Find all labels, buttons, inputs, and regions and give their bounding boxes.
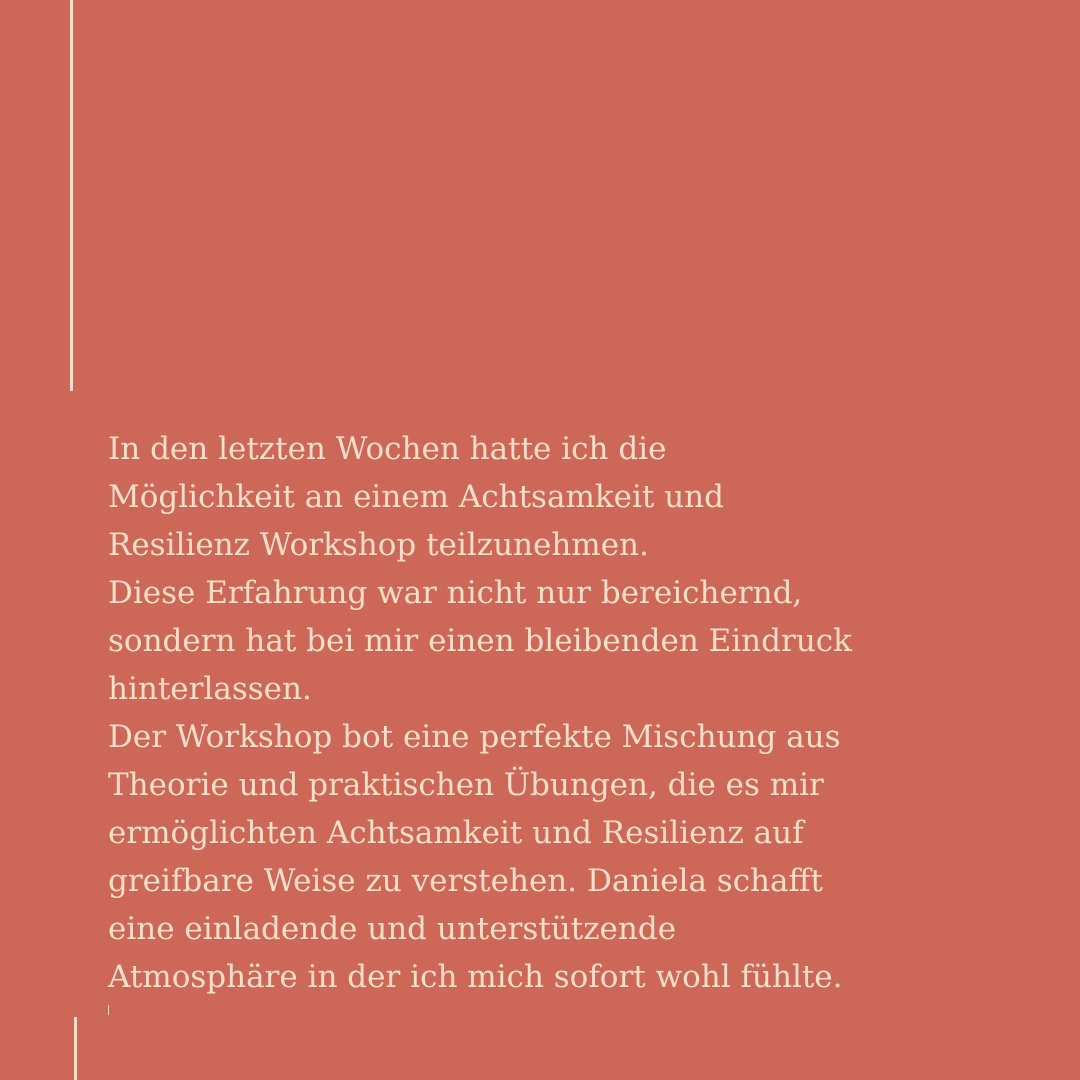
testimonial-line: greifbare Weise zu verstehen. Daniela schafft [108, 863, 823, 899]
testimonial-line: In den letzten Wochen hatte ich die [108, 431, 667, 467]
decorative-tick [108, 1005, 109, 1015]
testimonial-line: sondern hat bei mir einen bleibenden Eindruck [108, 623, 852, 659]
testimonial-line: Der Workshop bot eine perfekte Mischung aus [108, 719, 841, 755]
testimonial-line: Diese Erfahrung war nicht nur bereichernd, [108, 575, 803, 611]
decorative-line-top [70, 0, 73, 391]
testimonial-line: Atmosphäre in der ich mich sofort wohl fühlte. [108, 959, 843, 995]
testimonial-line: Resilienz Workshop teilzunehmen. [108, 527, 649, 563]
testimonial-text [108, 425, 1028, 1001]
testimonial-line: Theorie und praktischen Übungen, die es mir [108, 767, 824, 803]
testimonial-line: eine einladende und unterstützende [108, 911, 677, 947]
testimonial-line: Möglichkeit an einem Achtsamkeit und [108, 479, 724, 515]
decorative-line-bottom [74, 1017, 77, 1080]
testimonial-line: ermöglichten Achtsamkeit und Resilienz auf [108, 815, 804, 851]
testimonial-line: hinterlassen. [108, 671, 312, 707]
